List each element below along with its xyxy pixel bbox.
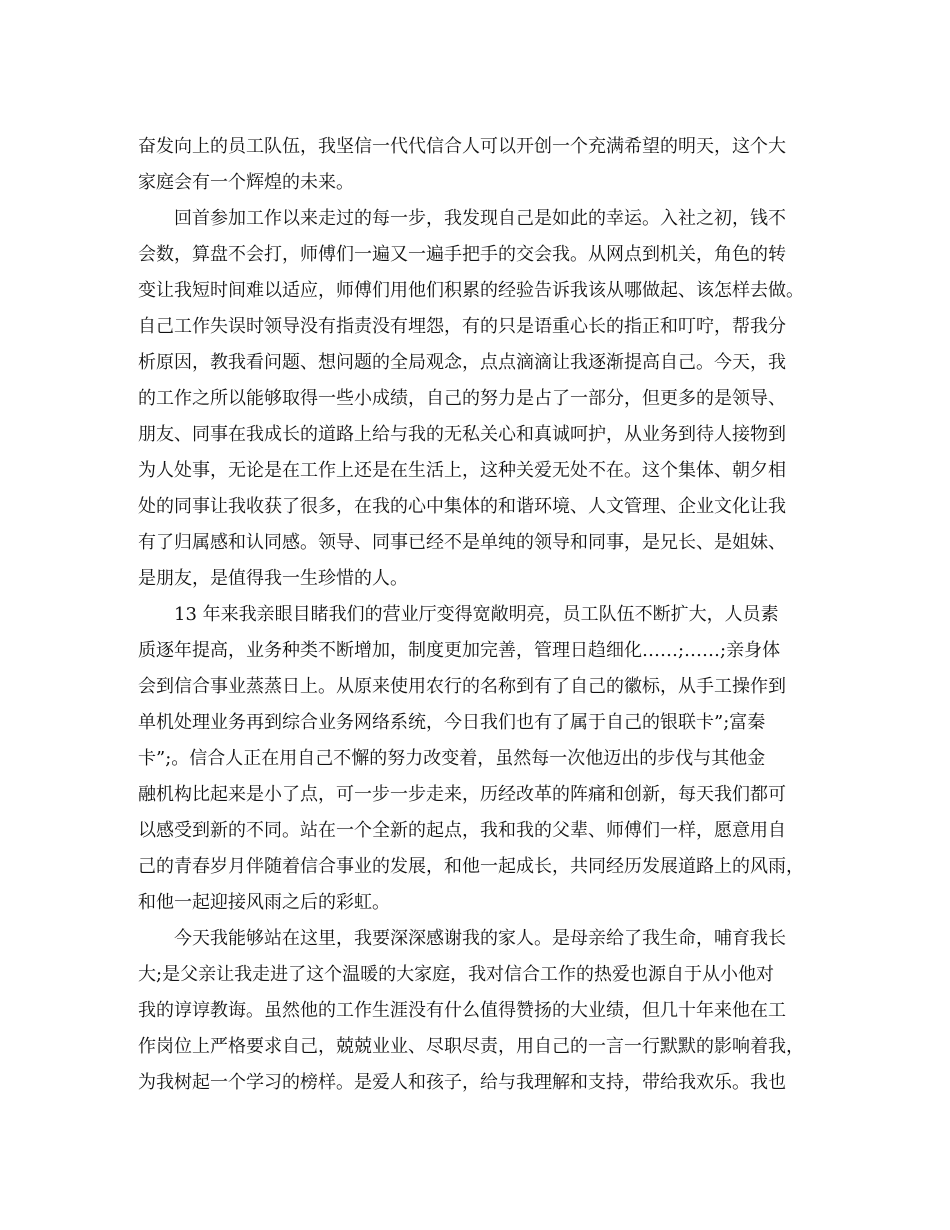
text-line: 处的同事让我收获了很多，在我的心中集体的和谐环境、人文管理、企业文化让我	[138, 496, 786, 517]
text-line: 作岗位上严格要求自己，兢兢业业、尽职尽责，用自己的一言一行默默的影响着我，	[138, 1036, 804, 1057]
text-line: 为人处事，无论是在工作上还是在生活上，这种关爱无处不在。这个集体、朝夕相	[138, 460, 786, 481]
text-line: 变让我短时间难以适应，师傅们用他们积累的经验告诉我该从哪做起、该怎样去做。	[138, 280, 804, 301]
text-line: 我的谆谆教诲。虽然他的工作生涯没有什么值得赞扬的大业绩，但几十年来他在工	[138, 1000, 786, 1021]
text-line: 为我树起一个学习的榜样。是爱人和孩子，给与我理解和支持，带给我欢乐。我也	[138, 1072, 786, 1093]
text-line: 会数，算盘不会打，师傅们一遍又一遍手把手的交会我。从网点到机关，角色的转	[138, 244, 786, 265]
body-text	[138, 129, 814, 1101]
text-line: 家庭会有一个辉煌的未来。	[138, 172, 354, 193]
text-line: 回首参加工作以来走过的每一步，我发现自己是如此的幸运。入社之初，钱不	[138, 208, 786, 229]
text-line: 以感受到新的不同。站在一个全新的起点，我和我的父辈、师傅们一样，愿意用自	[138, 820, 786, 841]
text-line: 析原因，教我看问题、想问题的全局观念，点点滴滴让我逐渐提高自己。今天，我	[138, 352, 786, 373]
text-line: 大;是父亲让我走进了这个温暖的大家庭，我对信合工作的热爱也源自于从小他对	[138, 964, 775, 985]
text-line: 融机构比起来是小了点，可一步一步走来，历经改革的阵痛和创新，每天我们都可	[138, 784, 786, 805]
text-line: 卡”;。信合人正在用自己不懈的努力改变着，虽然每一次他迈出的步伐与其他金	[138, 748, 766, 769]
text-line: 的工作之所以能够取得一些小成绩，自己的努力是占了一部分，但更多的是领导、	[138, 388, 786, 409]
text-line: 朋友、同事在我成长的道路上给与我的无私关心和真诚呵护，从业务到待人接物到	[138, 424, 786, 445]
text-line: 会到信合事业蒸蒸日上。从原来使用农行的名称到有了自己的徽标，从手工操作到	[138, 676, 786, 697]
text-line: 质逐年提高，业务种类不断增加，制度更加完善，管理日趋细化……;……;亲身体	[138, 640, 781, 661]
text-line: 奋发向上的员工队伍，我坚信一代代信合人可以开创一个充满希望的明天，这个大	[138, 136, 786, 157]
text-line: 13 年来我亲眼目睹我们的营业厅变得宽敞明亮，员工队伍不断扩大，人员素	[138, 604, 779, 625]
text-line: 己的青春岁月伴随着信合事业的发展，和他一起成长，共同经历发展道路上的风雨，	[138, 856, 804, 877]
text-line: 自己工作失误时领导没有指责没有埋怨，有的只是语重心长的指正和叮咛，帮我分	[138, 316, 786, 337]
text-line: 和他一起迎接风雨之后的彩虹。	[138, 892, 390, 913]
text-line: 有了归属感和认同感。领导、同事已经不是单纯的领导和同事，是兄长、是姐妹、	[138, 532, 786, 553]
text-line: 单机处理业务再到综合业务网络系统，今日我们也有了属于自己的银联卡”;富秦	[138, 712, 766, 733]
text-line: 今天我能够站在这里，我要深深感谢我的家人。是母亲给了我生命，哺育我长	[138, 928, 786, 949]
text-line: 是朋友，是值得我一生珍惜的人。	[138, 568, 408, 589]
